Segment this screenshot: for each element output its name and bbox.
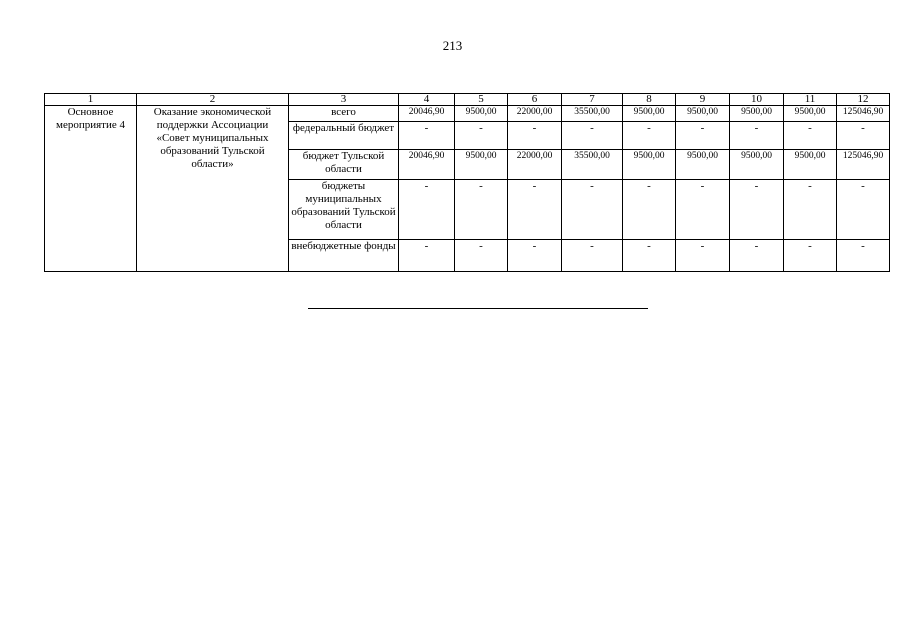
source-cell: всего [289, 106, 399, 122]
header-col-9: 9 [676, 94, 730, 106]
page-number: 213 [442, 38, 463, 53]
description-cell: Оказание экономической поддержки Ассоциации «Совет муниципальных образований Тульской области» [137, 106, 289, 272]
header-row [45, 94, 890, 106]
value-cell: 9500,00 [730, 106, 784, 122]
value-cell: 9500,00 [730, 150, 784, 180]
value-cell: - [676, 180, 730, 240]
closing-rule [308, 308, 648, 309]
value-cell: 9500,00 [784, 150, 837, 180]
source-cell: бюджет Тульской области [289, 150, 399, 180]
header-col-1: 1 [45, 94, 137, 106]
header-col-8: 8 [623, 94, 676, 106]
value-cell: - [455, 240, 508, 272]
value-cell: - [837, 122, 890, 150]
value-cell: 9500,00 [623, 106, 676, 122]
value-cell: - [399, 122, 455, 150]
value-cell: - [508, 240, 562, 272]
table-row-total [45, 106, 890, 122]
header-col-3: 3 [289, 94, 399, 106]
value-cell: 125046,90 [837, 150, 890, 180]
value-cell: - [508, 180, 562, 240]
value-cell: - [676, 122, 730, 150]
value-cell: - [455, 180, 508, 240]
header-col-5: 5 [455, 94, 508, 106]
value-cell: - [623, 240, 676, 272]
activity-cell: Основное мероприятие 4 [45, 106, 137, 272]
value-cell: - [623, 122, 676, 150]
value-cell: - [730, 180, 784, 240]
value-cell: - [455, 122, 508, 150]
value-cell: 9500,00 [784, 106, 837, 122]
value-cell: 9500,00 [676, 150, 730, 180]
header-col-7: 7 [562, 94, 623, 106]
value-cell: - [562, 240, 623, 272]
value-cell: 125046,90 [837, 106, 890, 122]
header-col-11: 11 [784, 94, 837, 106]
value-cell: - [784, 240, 837, 272]
value-cell: - [562, 180, 623, 240]
budget-table [44, 93, 890, 272]
value-cell: 22000,00 [508, 150, 562, 180]
value-cell: - [784, 180, 837, 240]
value-cell: - [676, 240, 730, 272]
header-col-6: 6 [508, 94, 562, 106]
value-cell: - [399, 240, 455, 272]
source-cell: бюджеты муниципальных образований Тульской области [289, 180, 399, 240]
value-cell: 20046,90 [399, 106, 455, 122]
value-cell: - [508, 122, 562, 150]
value-cell: - [837, 180, 890, 240]
value-cell: 9500,00 [455, 106, 508, 122]
value-cell: 9500,00 [455, 150, 508, 180]
value-cell: - [730, 122, 784, 150]
value-cell: 9500,00 [623, 150, 676, 180]
header-col-4: 4 [399, 94, 455, 106]
value-cell: 20046,90 [399, 150, 455, 180]
value-cell: 22000,00 [508, 106, 562, 122]
value-cell: 9500,00 [676, 106, 730, 122]
value-cell: - [730, 240, 784, 272]
header-col-12: 12 [837, 94, 890, 106]
source-cell: федеральный бюджет [289, 122, 399, 150]
value-cell: 35500,00 [562, 150, 623, 180]
source-cell: внебюджетные фонды [289, 240, 399, 272]
header-col-10: 10 [730, 94, 784, 106]
value-cell: - [837, 240, 890, 272]
value-cell: - [562, 122, 623, 150]
value-cell: - [623, 180, 676, 240]
header-col-2: 2 [137, 94, 289, 106]
value-cell: - [399, 180, 455, 240]
value-cell: 35500,00 [562, 106, 623, 122]
value-cell: - [784, 122, 837, 150]
